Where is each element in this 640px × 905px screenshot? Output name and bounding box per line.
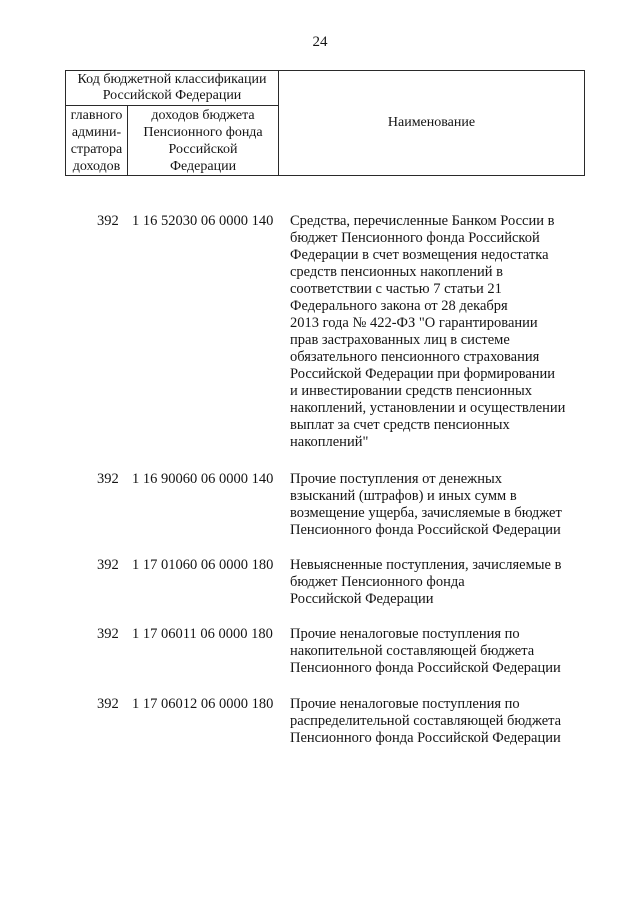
header-income-column: доходов бюджета Пенсионного фонда Российской Федерации <box>128 106 279 175</box>
row-name: Невыясненные поступления, зачисляемые в бюджет Пенсионного фонда Российской Федерации <box>290 557 562 607</box>
row-name: Средства, перечисленные Банком России в бюджет Пенсионного фонда Российской Федерации в счет возмещения недостатка средств пенсионных накоплений в соответствии с частью 7 статьи 21 Федерального закона от 28 декабря 2013 года № 422-ФЗ "О гарантировании прав застрахованных лиц в системе обязательного пенсионного страхования Российской Федерации при формировании и инвестировании средств пенсионных накоплений, установлении и осуществлении выплат за счет средств пенсионных накоплений" <box>290 213 566 450</box>
header-code-group: Код бюджетной классификации Российской Федерации <box>66 71 279 106</box>
row-budget-code: 1 16 90060 06 0000 140 <box>132 471 274 487</box>
page-number: 24 <box>312 34 328 50</box>
row-budget-code: 1 16 52030 06 0000 140 <box>132 213 274 229</box>
header-admin-column: главного админи- стратора доходов <box>66 106 128 175</box>
row-admin-code: 392 <box>97 471 119 487</box>
row-budget-code: 1 17 06012 06 0000 180 <box>132 696 274 712</box>
row-name: Прочие неналоговые поступления по распределительной составляющей бюджета Пенсионного фонда Российской Федерации <box>290 696 562 746</box>
row-admin-code: 392 <box>97 696 119 712</box>
row-budget-code: 1 17 06011 06 0000 180 <box>132 626 273 642</box>
row-admin-code: 392 <box>97 213 119 229</box>
row-budget-code: 1 17 01060 06 0000 180 <box>132 557 274 573</box>
table-header <box>65 70 585 176</box>
row-admin-code: 392 <box>97 557 119 573</box>
row-admin-code: 392 <box>97 626 119 642</box>
row-name: Прочие поступления от денежных взысканий (штрафов) и иных сумм в возмещение ущерба, зачисляемые в бюджет Пенсионного фонда Российской Федерации <box>290 471 562 538</box>
row-name: Прочие неналоговые поступления по накопительной составляющей бюджета Пенсионного фонда Российской Федерации <box>290 626 561 676</box>
header-name-column: Наименование <box>387 115 476 130</box>
